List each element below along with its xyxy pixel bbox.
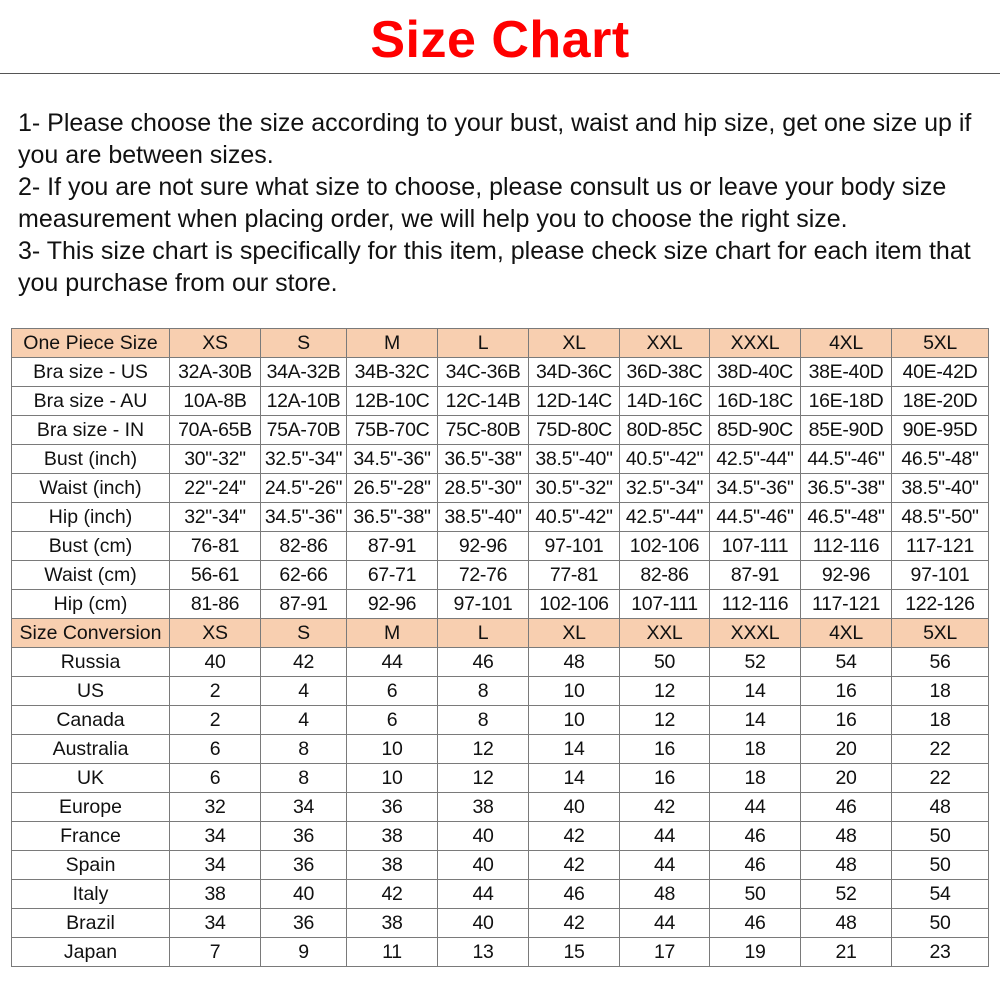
table-cell: 40E-42D xyxy=(892,358,989,387)
size-header-cell: XXL xyxy=(620,329,710,358)
size-chart-table xyxy=(11,328,989,967)
table-cell: 54 xyxy=(801,648,892,677)
table-cell: 48.5"-50" xyxy=(892,503,989,532)
size-header-cell: 4XL xyxy=(801,329,892,358)
table-cell: 38D-40C xyxy=(710,358,801,387)
table-cell: 42.5"-44" xyxy=(710,445,801,474)
conversion-row xyxy=(12,880,989,909)
size-row xyxy=(12,445,989,474)
table-cell: 87-91 xyxy=(710,561,801,590)
table-cell: 2 xyxy=(170,706,261,735)
table-cell: 46 xyxy=(710,822,801,851)
table-cell: 117-121 xyxy=(801,590,892,619)
size-header-cell: L xyxy=(438,619,529,648)
table-cell: 20 xyxy=(801,735,892,764)
table-cell: 24.5"-26" xyxy=(261,474,347,503)
table-cell: 28.5"-30" xyxy=(438,474,529,503)
size-header-cell: 4XL xyxy=(801,619,892,648)
size-header-cell: XS xyxy=(170,329,261,358)
table-cell: 92-96 xyxy=(801,561,892,590)
table-cell: 70A-65B xyxy=(170,416,261,445)
row-label-cell: France xyxy=(12,822,170,851)
table-cell: 42.5"-44" xyxy=(620,503,710,532)
table-cell: 38 xyxy=(347,822,438,851)
table-cell: 16 xyxy=(801,706,892,735)
table-cell: 18 xyxy=(710,735,801,764)
table-cell: 54 xyxy=(892,880,989,909)
size-header-cell: S xyxy=(261,329,347,358)
size-row xyxy=(12,561,989,590)
size-row xyxy=(12,416,989,445)
row-label-cell: UK xyxy=(12,764,170,793)
table-cell: 20 xyxy=(801,764,892,793)
table-cell: 18E-20D xyxy=(892,387,989,416)
table-cell: 107-111 xyxy=(710,532,801,561)
table-cell: 16 xyxy=(801,677,892,706)
table-cell: 32.5"-34" xyxy=(620,474,710,503)
conversion-row xyxy=(12,909,989,938)
table-cell: 44 xyxy=(620,851,710,880)
table-cell: 12 xyxy=(438,764,529,793)
table-cell: 38 xyxy=(347,851,438,880)
table-cell: 15 xyxy=(529,938,620,967)
table-cell: 8 xyxy=(261,764,347,793)
table-cell: 16 xyxy=(620,735,710,764)
table-cell: 97-101 xyxy=(529,532,620,561)
table-cell: 34.5"-36" xyxy=(261,503,347,532)
table-cell: 52 xyxy=(801,880,892,909)
table-cell: 50 xyxy=(710,880,801,909)
table-cell: 42 xyxy=(529,822,620,851)
table-cell: 8 xyxy=(261,735,347,764)
table-cell: 14D-16C xyxy=(620,387,710,416)
table-cell: 36 xyxy=(261,851,347,880)
table-cell: 67-71 xyxy=(347,561,438,590)
table-cell: 36 xyxy=(261,822,347,851)
table-cell: 30"-32" xyxy=(170,445,261,474)
table-cell: 46 xyxy=(710,909,801,938)
table-cell: 22 xyxy=(892,764,989,793)
table-cell: 72-76 xyxy=(438,561,529,590)
table-cell: 38 xyxy=(347,909,438,938)
table-cell: 46 xyxy=(438,648,529,677)
table-cell: 97-101 xyxy=(892,561,989,590)
table-cell: 50 xyxy=(892,851,989,880)
table-cell: 50 xyxy=(892,822,989,851)
table-cell: 18 xyxy=(710,764,801,793)
size-row xyxy=(12,474,989,503)
conversion-row xyxy=(12,851,989,880)
table-cell: 56 xyxy=(892,648,989,677)
table-cell: 36.5"-38" xyxy=(438,445,529,474)
size-header-row xyxy=(12,329,989,358)
table-cell: 2 xyxy=(170,677,261,706)
size-row xyxy=(12,590,989,619)
row-label-cell: Bust (inch) xyxy=(12,445,170,474)
size-header-cell: S xyxy=(261,619,347,648)
table-cell: 16 xyxy=(620,764,710,793)
table-cell: 46.5"-48" xyxy=(892,445,989,474)
size-header-cell: M xyxy=(347,329,438,358)
table-cell: 14 xyxy=(710,677,801,706)
table-cell: 34 xyxy=(170,822,261,851)
row-label-cell: Bra size - AU xyxy=(12,387,170,416)
table-cell: 38 xyxy=(438,793,529,822)
table-cell: 32.5"-34" xyxy=(261,445,347,474)
row-label-cell: Russia xyxy=(12,648,170,677)
table-cell: 38.5"-40" xyxy=(892,474,989,503)
page-title: Size Chart xyxy=(370,11,630,69)
table-cell: 102-106 xyxy=(529,590,620,619)
table-cell: 6 xyxy=(347,706,438,735)
table-cell: 34 xyxy=(261,793,347,822)
table-cell: 12 xyxy=(620,677,710,706)
table-cell: 85E-90D xyxy=(801,416,892,445)
table-cell: 44 xyxy=(710,793,801,822)
table-cell: 32"-34" xyxy=(170,503,261,532)
table-cell: 107-111 xyxy=(620,590,710,619)
table-cell: 18 xyxy=(892,677,989,706)
table-cell: 34D-36C xyxy=(529,358,620,387)
table-cell: 12C-14B xyxy=(438,387,529,416)
table-cell: 52 xyxy=(710,648,801,677)
conversion-row xyxy=(12,764,989,793)
table-cell: 46 xyxy=(529,880,620,909)
table-cell: 36.5"-38" xyxy=(347,503,438,532)
row-label-cell: Australia xyxy=(12,735,170,764)
table-cell: 50 xyxy=(620,648,710,677)
table-cell: 18 xyxy=(892,706,989,735)
table-cell: 90E-95D xyxy=(892,416,989,445)
table-cell: 97-101 xyxy=(438,590,529,619)
conversion-row xyxy=(12,677,989,706)
table-cell: 16D-18C xyxy=(710,387,801,416)
size-header-cell: XL xyxy=(529,329,620,358)
table-cell: 46.5"-48" xyxy=(801,503,892,532)
conversion-row xyxy=(12,793,989,822)
table-cell: 10 xyxy=(529,677,620,706)
row-label-cell: Waist (inch) xyxy=(12,474,170,503)
table-cell: 9 xyxy=(261,938,347,967)
conversion-row xyxy=(12,938,989,967)
table-cell: 12 xyxy=(438,735,529,764)
table-cell: 40.5"-42" xyxy=(620,445,710,474)
size-header-cell: XXXL xyxy=(710,619,801,648)
conversion-row xyxy=(12,735,989,764)
table-cell: 38.5"-40" xyxy=(438,503,529,532)
table-cell: 34 xyxy=(170,851,261,880)
table-cell: 22"-24" xyxy=(170,474,261,503)
table-cell: 42 xyxy=(529,851,620,880)
conversion-header-row xyxy=(12,619,989,648)
table-cell: 42 xyxy=(347,880,438,909)
table-cell: 17 xyxy=(620,938,710,967)
row-label-cell: Canada xyxy=(12,706,170,735)
title-divider xyxy=(0,73,1000,74)
table-cell: 40 xyxy=(529,793,620,822)
table-cell: 112-116 xyxy=(801,532,892,561)
size-row xyxy=(12,358,989,387)
table-cell: 75C-80B xyxy=(438,416,529,445)
table-cell: 76-81 xyxy=(170,532,261,561)
table-cell: 82-86 xyxy=(261,532,347,561)
size-header-cell: XXXL xyxy=(710,329,801,358)
row-label-cell: Waist (cm) xyxy=(12,561,170,590)
table-cell: 80D-85C xyxy=(620,416,710,445)
table-cell: 44 xyxy=(620,822,710,851)
table-cell: 11 xyxy=(347,938,438,967)
table-cell: 16E-18D xyxy=(801,387,892,416)
table-cell: 13 xyxy=(438,938,529,967)
table-cell: 44 xyxy=(347,648,438,677)
row-label-cell: Bra size - US xyxy=(12,358,170,387)
table-cell: 38.5"-40" xyxy=(529,445,620,474)
table-cell: 82-86 xyxy=(620,561,710,590)
row-label-cell: Hip (inch) xyxy=(12,503,170,532)
table-cell: 38E-40D xyxy=(801,358,892,387)
table-cell: 34A-32B xyxy=(261,358,347,387)
size-header-cell: XS xyxy=(170,619,261,648)
table-cell: 10 xyxy=(347,735,438,764)
row-label-cell: Bra size - IN xyxy=(12,416,170,445)
row-label-cell: Spain xyxy=(12,851,170,880)
size-row xyxy=(12,532,989,561)
row-label-cell: US xyxy=(12,677,170,706)
row-label-cell: Italy xyxy=(12,880,170,909)
table-cell: 19 xyxy=(710,938,801,967)
table-cell: 48 xyxy=(529,648,620,677)
table-cell: 21 xyxy=(801,938,892,967)
row-label-cell: Hip (cm) xyxy=(12,590,170,619)
size-header-cell: XXL xyxy=(620,619,710,648)
table-cell: 10A-8B xyxy=(170,387,261,416)
table-cell: 30.5"-32" xyxy=(529,474,620,503)
table-cell: 48 xyxy=(801,822,892,851)
table-cell: 40 xyxy=(438,851,529,880)
table-cell: 46 xyxy=(710,851,801,880)
table-cell: 122-126 xyxy=(892,590,989,619)
table-cell: 36 xyxy=(261,909,347,938)
table-cell: 50 xyxy=(892,909,989,938)
table-cell: 6 xyxy=(170,735,261,764)
size-chart-body xyxy=(12,329,989,967)
table-cell: 8 xyxy=(438,706,529,735)
table-cell: 7 xyxy=(170,938,261,967)
row-label-cell: Bust (cm) xyxy=(12,532,170,561)
size-notes xyxy=(18,107,988,299)
table-cell: 102-106 xyxy=(620,532,710,561)
table-cell: 75D-80C xyxy=(529,416,620,445)
table-cell: 34 xyxy=(170,909,261,938)
table-header-label: Size Conversion xyxy=(12,619,170,648)
note-3: 3- This size chart is specifically for this item, please check size chart for each item that you purchase from our store. xyxy=(18,237,971,297)
table-cell: 40.5"-42" xyxy=(529,503,620,532)
table-cell: 12A-10B xyxy=(261,387,347,416)
table-cell: 40 xyxy=(438,822,529,851)
size-header-cell: L xyxy=(438,329,529,358)
table-cell: 38 xyxy=(170,880,261,909)
size-header-cell: 5XL xyxy=(892,329,989,358)
table-cell: 14 xyxy=(710,706,801,735)
table-cell: 40 xyxy=(438,909,529,938)
table-cell: 34.5"-36" xyxy=(710,474,801,503)
table-cell: 4 xyxy=(261,706,347,735)
table-cell: 14 xyxy=(529,764,620,793)
note-1: 1- Please choose the size according to your bust, waist and hip size, get one size up if you are between sizes. xyxy=(18,109,972,169)
table-cell: 81-86 xyxy=(170,590,261,619)
table-cell: 56-61 xyxy=(170,561,261,590)
table-cell: 36.5"-38" xyxy=(801,474,892,503)
table-cell: 77-81 xyxy=(529,561,620,590)
table-cell: 48 xyxy=(801,851,892,880)
table-cell: 34.5"-36" xyxy=(347,445,438,474)
table-cell: 14 xyxy=(529,735,620,764)
row-label-cell: Europe xyxy=(12,793,170,822)
size-row xyxy=(12,387,989,416)
table-cell: 75B-70C xyxy=(347,416,438,445)
table-cell: 10 xyxy=(347,764,438,793)
table-cell: 87-91 xyxy=(261,590,347,619)
table-cell: 12D-14C xyxy=(529,387,620,416)
conversion-row xyxy=(12,706,989,735)
table-cell: 92-96 xyxy=(438,532,529,561)
table-cell: 48 xyxy=(892,793,989,822)
size-row xyxy=(12,503,989,532)
table-cell: 75A-70B xyxy=(261,416,347,445)
table-cell: 12 xyxy=(620,706,710,735)
table-cell: 12B-10C xyxy=(347,387,438,416)
note-2: 2- If you are not sure what size to choose, please consult us or leave your body size measurement when placing order, we will help you to choose the right size. xyxy=(18,173,947,233)
table-cell: 44.5"-46" xyxy=(710,503,801,532)
table-cell: 42 xyxy=(620,793,710,822)
conversion-row xyxy=(12,822,989,851)
size-header-cell: 5XL xyxy=(892,619,989,648)
table-cell: 36D-38C xyxy=(620,358,710,387)
conversion-row xyxy=(12,648,989,677)
table-cell: 40 xyxy=(261,880,347,909)
table-cell: 23 xyxy=(892,938,989,967)
table-cell: 44.5"-46" xyxy=(801,445,892,474)
table-cell: 44 xyxy=(438,880,529,909)
table-cell: 26.5"-28" xyxy=(347,474,438,503)
table-header-label: One Piece Size xyxy=(12,329,170,358)
row-label-cell: Japan xyxy=(12,938,170,967)
row-label-cell: Brazil xyxy=(12,909,170,938)
table-cell: 32 xyxy=(170,793,261,822)
table-cell: 42 xyxy=(261,648,347,677)
table-cell: 34B-32C xyxy=(347,358,438,387)
table-cell: 117-121 xyxy=(892,532,989,561)
table-cell: 6 xyxy=(347,677,438,706)
table-cell: 8 xyxy=(438,677,529,706)
table-cell: 112-116 xyxy=(710,590,801,619)
table-cell: 36 xyxy=(347,793,438,822)
table-cell: 92-96 xyxy=(347,590,438,619)
table-cell: 32A-30B xyxy=(170,358,261,387)
table-cell: 62-66 xyxy=(261,561,347,590)
table-cell: 48 xyxy=(620,880,710,909)
size-header-cell: XL xyxy=(529,619,620,648)
table-cell: 10 xyxy=(529,706,620,735)
table-cell: 85D-90C xyxy=(710,416,801,445)
table-cell: 46 xyxy=(801,793,892,822)
size-header-cell: M xyxy=(347,619,438,648)
table-cell: 48 xyxy=(801,909,892,938)
table-cell: 34C-36B xyxy=(438,358,529,387)
table-cell: 87-91 xyxy=(347,532,438,561)
table-cell: 42 xyxy=(529,909,620,938)
table-cell: 4 xyxy=(261,677,347,706)
table-cell: 40 xyxy=(170,648,261,677)
table-cell: 6 xyxy=(170,764,261,793)
table-cell: 22 xyxy=(892,735,989,764)
table-cell: 44 xyxy=(620,909,710,938)
